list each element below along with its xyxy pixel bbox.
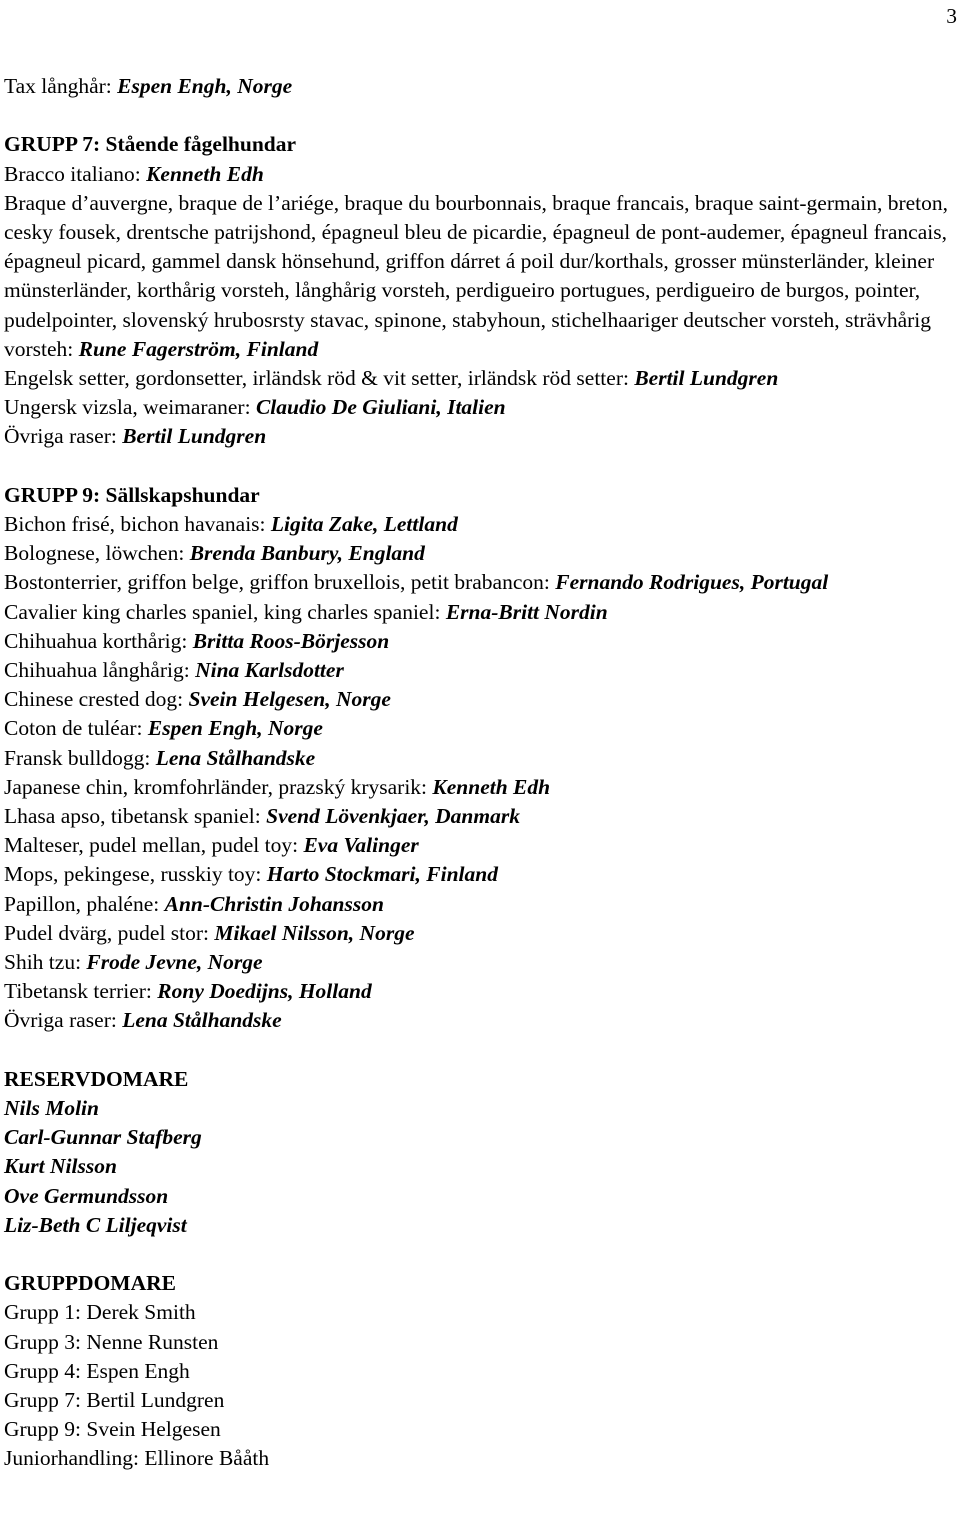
judge-name: Kenneth Edh (432, 774, 551, 799)
spacer (4, 1036, 956, 1065)
judge-name: Ann-Christin Johansson (164, 891, 384, 916)
breed-text: Bostonterrier, griffon belge, griffon bruxellois, petit brabancon: (4, 570, 556, 595)
spacer (4, 101, 956, 130)
breed-text: Fransk bulldogg: (4, 745, 156, 770)
breed-text: Bichon frisé, bichon havanais: (4, 512, 271, 537)
judge-name: Svein Helgesen, Norge (188, 687, 391, 712)
judge-name: Erna-Britt Nordin (445, 599, 608, 624)
group9-entry (4, 802, 956, 831)
group7-heading: GRUPP 7: Stående fågelhundar (4, 132, 297, 157)
group7-entry (4, 189, 956, 364)
group9-entry (4, 656, 956, 685)
reserve-judge-name: Kurt Nilsson (4, 1154, 117, 1179)
breed-text: Chihuahua korthårig: (4, 628, 193, 653)
group9-entry (4, 744, 956, 773)
breed-text: Chinese crested dog: (4, 687, 189, 712)
breed-text: Papillon, phaléne: (4, 891, 165, 916)
judge-name: Bertil Lundgren (122, 424, 267, 449)
judge-name: Fernando Rodrigues, Portugal (555, 570, 829, 595)
breed-text: Coton de tuléar: (4, 716, 148, 741)
group9-entry (4, 568, 956, 597)
group-judges-section (4, 1269, 956, 1473)
group9-entry (4, 598, 956, 627)
group9-entry (4, 627, 956, 656)
breed-text: Cavalier king charles spaniel, king charles spaniel: (4, 599, 446, 624)
breed-text: Tax långhår: (4, 74, 118, 98)
breed-text: Övriga raser: (4, 1008, 123, 1033)
group9-entry (4, 1006, 956, 1035)
group-judge-line: Juniorhandling: Ellinore Bååth (4, 1446, 270, 1471)
group9-section (4, 481, 956, 1036)
breed-text: Ungersk vizsla, weimaraner: (4, 395, 256, 420)
group9-entry (4, 510, 956, 539)
judge-name: Espen Engh, Norge (147, 716, 323, 741)
judge-name: Bertil Lundgren (634, 366, 779, 391)
breed-text: Shih tzu: (4, 950, 87, 975)
spacer (4, 1240, 956, 1269)
group-judge-line: Grupp 9: Svein Helgesen (4, 1417, 221, 1442)
group-judges-heading: GRUPPDOMARE (4, 1271, 176, 1296)
breed-text: Chihuahua långhårig: (4, 658, 196, 683)
breed-text: Bracco italiano: (4, 161, 147, 186)
judge-name: Britta Roos-Börjesson (192, 628, 390, 653)
judge-name: Claudio De Giuliani, Italien (255, 395, 506, 420)
spacer (4, 452, 956, 481)
judge-name: Svend Lövenkjaer, Danmark (266, 804, 520, 829)
reserve-judge-name: Ove Germundsson (4, 1183, 169, 1208)
judge-name: Rony Doedijns, Holland (157, 979, 372, 1004)
document-body (4, 72, 956, 1474)
group9-entry (4, 685, 956, 714)
group9-entry (4, 890, 956, 919)
judge-name: Lena Stålhandske (155, 745, 316, 770)
page-number: 3 (946, 4, 957, 28)
judge-name: Lena Stålhandske (122, 1008, 282, 1033)
judge-name: Eva Valinger (303, 833, 419, 858)
judge-name: Nina Karlsdotter (195, 658, 344, 683)
group7-entry (4, 160, 956, 189)
group-judge-line: Grupp 7: Bertil Lundgren (4, 1388, 225, 1413)
breed-text: Engelsk setter, gordonsetter, irländsk röd & vit setter, irländsk röd setter: (4, 366, 635, 391)
group9-entry (4, 948, 956, 977)
reserve-judge-name: Liz-Beth C Liljeqvist (4, 1212, 187, 1237)
group9-entry (4, 773, 956, 802)
group7-entry (4, 364, 956, 393)
breed-text: Bolognese, löwchen: (4, 541, 190, 566)
group9-entry (4, 919, 956, 948)
judge-name: Frode Jevne, Norge (86, 950, 263, 975)
group9-heading: GRUPP 9: Sällskapshundar (4, 482, 260, 507)
group9-entry (4, 860, 956, 889)
breed-text: Pudel dvärg, pudel stor: (4, 920, 215, 945)
breed-text: Malteser, pudel mellan, pudel toy: (4, 833, 304, 858)
reserves-heading: RESERVDOMARE (4, 1066, 189, 1091)
breed-text: Tibetansk terrier: (4, 979, 158, 1004)
judge-name: Kenneth Edh (146, 161, 264, 186)
judge-name: Brenda Banbury, England (189, 541, 425, 566)
judge-name: Ligita Zake, Lettland (270, 512, 458, 537)
breed-text: Japanese chin, kromfohrländer, prazský krysarik: (4, 774, 433, 799)
reserves-section (4, 1065, 956, 1240)
judge-name: Harto Stockmari, Finland (266, 862, 498, 887)
group9-entry (4, 831, 956, 860)
group7-entry (4, 422, 956, 451)
group7-entry (4, 393, 956, 422)
reserve-judge-name: Carl-Gunnar Stafberg (4, 1125, 202, 1150)
breed-text: Mops, pekingese, russkiy toy: (4, 862, 267, 887)
breed-text: Braque d’auvergne, braque de l’ariége, braque du bourbonnais, braque francais, braque saint-germain, breton, cesky fousek, drentsche patrijshond, épagneul bleu de picardie, épagneul de pont-audemer, épagneul francais, épagneul picard, gammel dansk hönsehund, griffon dárret á poil dur/korthals, grosser münsterländer, kleiner münsterländer, korthårig vorsteh, långhårig vorsteh, perdigueiro portugues, perdigueiro de burgos, pointer, pudelpointer, slovenský hrubosrsty stavac, spinone, stabyhoun, stichelhaariger deutscher vorsteh, strävhårig vorsteh: (4, 190, 949, 361)
judge-name: Espen Engh, Norge (117, 74, 293, 98)
group-judge-line: Grupp 1: Derek Smith (4, 1300, 196, 1325)
group9-entry (4, 714, 956, 743)
judge-name: Mikael Nilsson, Norge (214, 920, 415, 945)
intro-entry (4, 72, 956, 101)
judge-name: Rune Fagerström, Finland (78, 336, 319, 361)
group9-entry (4, 977, 956, 1006)
group9-entry (4, 539, 956, 568)
group-judge-line: Grupp 3: Nenne Runsten (4, 1329, 219, 1354)
group-judge-line: Grupp 4: Espen Engh (4, 1358, 190, 1383)
breed-text: Övriga raser: (4, 424, 123, 449)
group7-section (4, 130, 956, 451)
breed-text: Lhasa apso, tibetansk spaniel: (4, 804, 267, 829)
reserve-judge-name: Nils Molin (4, 1096, 99, 1121)
